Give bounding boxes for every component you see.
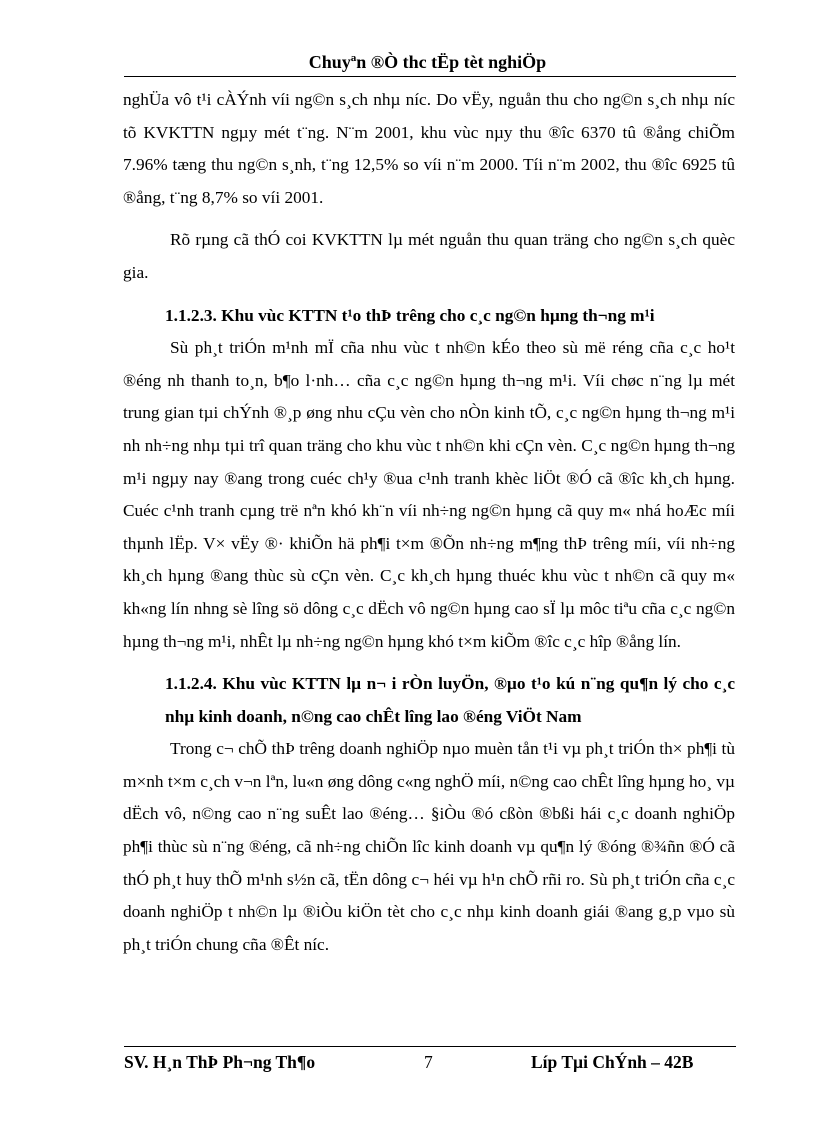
document-body [123, 84, 735, 961]
section-heading-1-1-2-3: 1.1.2.3. Khu vùc KTTN t¹o thÞ trêng cho c¸c ng©n hµng th¬ng m¹i [165, 305, 655, 325]
body-paragraph-conclusion: Rõ rµng cã thÓ coi KVKTTN lµ mét nguån thu quan träng cho ng©n s¸ch quèc gia. [123, 230, 735, 282]
footer-author: SV. H¸n ThÞ Ph¬ng Th¶o [124, 1052, 316, 1072]
body-paragraph-banking: Sù ph¸t triÓn m¹nh mÏ cña nhu vùc t nh©n kÉo theo sù më réng cña c¸c ho¹t ®éng nh thanh to¸n, b¶o l·nh… cña c¸c ng©n hµng th¬ng m¹i. Víi chøc n¨ng lµ mét trung gian tµi chÝnh ®¸p øng nhu cÇu vèn cho nÒn kinh tÕ, c¸c ng©n hµng th¬ng m¹i nh nh÷ng nhµ tµi trî quan träng cho khu vùc t nh©n khi cÇn vèn. C¸c ng©n hµng th¬ng m¹i ngµy nay ®ang trong cuéc ch¹y ®ua c¹nh tranh khèc liÖt ®Ó cã ®îc kh¸ch hµng. Cuéc c¹nh tranh cµng trë nªn khó kh¨n víi nh÷ng ng©n hµng cã quy m« nhá hoÆc míi thµnh lËp. V× vËy ®· khiÕn hä ph¶i t×m ®Õn nh÷ng m¶ng thÞ trêng míi, víi nh÷ng kh¸ch hµng ®ang thùc sù cÇn vèn. C¸c kh¸ch hµng thuéc khu vùc t nh©n cã quy m« kh«ng lín nhng sè lîng sö dông c¸c dËch vô ng©n hµng cao sÏ lµ môc tiªu cña c¸c ng©n hµng th¬ng m¹i, nhÊt lµ nh÷ng ng©n hµng khó t×m kiÕm ®îc c¸c hîp ®ång lín. [123, 338, 735, 651]
footer-page-number: 7 [424, 1052, 433, 1072]
body-paragraph-revenue: nghÜa vô t¹i cÀÝnh víi ng©n s¸ch nhµ níc. Do vËy, nguån thu cho ng©n s¸ch nhµ níc tõ KVKTTN ngµy mét t¨ng. N¨m 2001, khu vùc nµy thu ®îc 6370 tû ®ång chiÕm 7.96% tæng thu ng©n s¸nh, t¨ng 12,5% so víi n¨m 2000. Tíi n¨m 2002, thu ®îc 6925 tû ®ång, t¨ng 8,7% so víi 2001. [123, 90, 735, 207]
page-header-title: Chuyªn ®Ò thc tËp tèt nghiÖp [308, 52, 547, 72]
footer-class: Líp Tµi ChÝnh – 42B [531, 1052, 694, 1072]
body-paragraph-business-training: Trong c¬ chÕ thÞ trêng doanh nghiÖp nµo muèn tån t¹i vµ ph¸t triÓn th× ph¶i tù m×nh t×m c¸ch v¬n lªn, lu«n øng dông c«ng nghÖ míi, n©ng cao chÊt lîng hµng ho¸ vµ dËch vô, n©ng cao n¨ng suÊt lao ®éng… §iÒu ®ó cßòn ®bßi hái c¸c doanh nghiÖp ph¶i thùc sù n¨ng ®éng, cã nh÷ng chiÕn lîc kinh doanh vµ qu¶n lý ®óng ®¾ñn ®Ó cã thÓ ph¸t huy thÕ m¹nh s½n cã, tËn dông c¬ héi vµ h¹n chÕ rñi ro. Sù ph¸t triÓn cña c¸c doanh nghiÖp t nh©n lµ ®iÒu kiÖn tèt cho c¸c nhµ kinh doanh giái ®ang g¸p vµo sù ph¸t triÓn chung cña ®Êt níc. [123, 739, 735, 954]
header-divider [124, 76, 736, 77]
section-heading-1-1-2-4: 1.1.2.4. Khu vùc KTTN lµ n¬ i rÒn luyÖn, ®µo t¹o kú n¨ng qu¶n lý cho c¸c nhµ kinh doanh, n©ng cao chÊt lîng lao ®éng ViÖt Nam [165, 674, 735, 726]
footer-divider [124, 1046, 736, 1047]
